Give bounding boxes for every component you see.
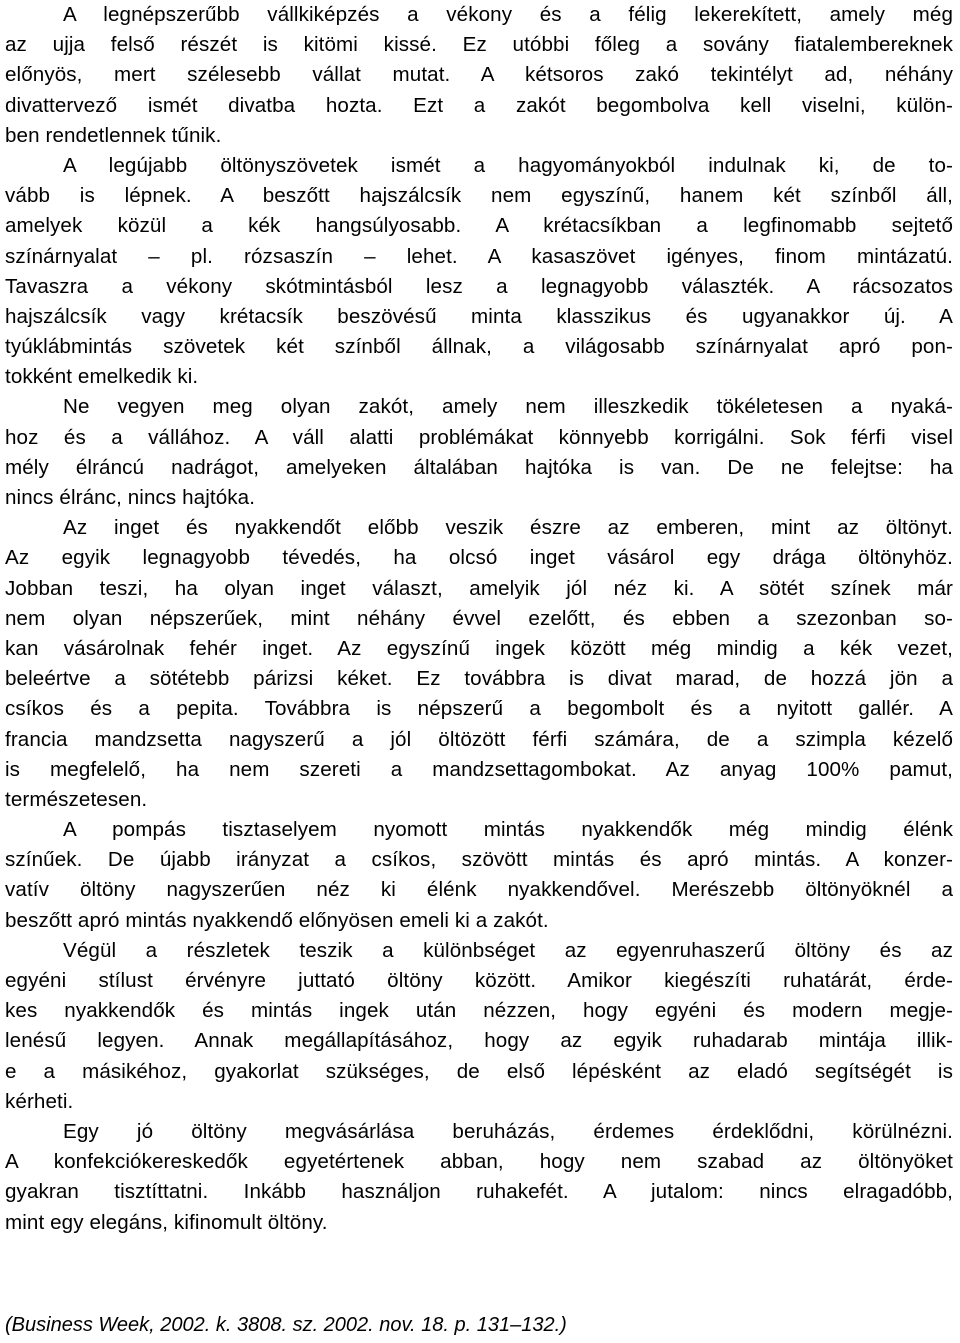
text-line: A legújabb öltönyszövetek ismét a hagyományokból indulnak ki, de to-: [63, 153, 953, 177]
text-line: kes nyakkendők és mintás ingek után nézzen, hogy egyéni és modern megje-: [5, 999, 953, 1023]
text-line: tokként emelkedik ki.: [5, 365, 199, 389]
text-line: e a másikéhoz, gyakorlat szükséges, de első lépésként az eladó segítségét is: [5, 1059, 953, 1083]
text-line: ben rendetlennek tűnik.: [5, 123, 222, 147]
text-line: kan vásárolnak fehér inget. Az egyszínű ingek között még mindig a kék vezet,: [5, 636, 953, 660]
text-line: csíkos és a pepita. Továbbra is népszerű a begombolt és a nyitott gallér. A: [5, 697, 953, 721]
text-line: lenésű legyen. Annak megállapításához, hogy az egyik ruhadarab mintája illik-: [5, 1029, 953, 1053]
text-line: Tavaszra a vékony skótmintásból lesz a legnagyobb választék. A rácsozatos: [5, 274, 953, 298]
paragraph-shirts: [5, 513, 953, 815]
paragraph-shoulders: [5, 0, 953, 151]
text-line: A legnépszerűbb vállkiképzés a vékony és a félig lekerekített, amely még: [63, 3, 953, 26]
text-line: nem olyan népszerűek, mint néhány évvel ezelőtt, és ebben a szezonban so-: [5, 606, 953, 630]
text-line: francia mandzsetta nagyszerű a jól öltözött férfi számára, de a szimpla kézelő: [5, 727, 953, 751]
text-line: Ne vegyen meg olyan zakót, amely nem illeszkedik tökéletesen a nyaká-: [63, 395, 953, 419]
text-line: Egy jó öltöny megvásárlása beruházás, érdemes érdeklődni, körülnézni.: [63, 1119, 953, 1143]
text-line: Az inget és nyakkendőt előbb veszik észre az emberen, mint az öltönyt.: [63, 516, 953, 540]
text-line: is megfelelő, ha nem szereti a mandzsettagombokat. Az anyag 100% pamut,: [5, 757, 953, 781]
paragraph-fabrics: [5, 151, 953, 393]
text-line: előnyös, mert szélesebb vállat mutat. A kétsoros zakó tekintélyt ad, néhány: [5, 63, 953, 87]
text-line: beleértve a sötétebb párizsi kéket. Ez továbbra is divat marad, de hozzá jön a: [5, 667, 953, 691]
text-line: egyéni stílust érvényre juttató öltöny között. Amikor kiegészíti ruhatárát, érde-: [5, 969, 953, 992]
text-line: gyakran tisztíttatni. Inkább használjon ruhakefét. A jutalom: nincs elragadóbb,: [5, 1180, 953, 1204]
text-line: beszőtt apró mintás nyakkendő előnyösen emeli ki a zakót.: [5, 908, 549, 932]
paragraph-fit: [5, 392, 953, 513]
text-line: amelyek közül a kék hangsúlyosabb. A krétacsíkban a legfinomabb sejtető: [5, 214, 953, 238]
text-line: A pompás tisztaselyem nyomott mintás nyakkendők még mindig élénk: [63, 818, 953, 842]
text-line: színűek. De újabb irányzat a csíkos, szövött mintás és apró mintás. A konzer-: [5, 848, 953, 872]
text-line: mély élráncú nadrágot, amelyeken általában hajtóka is van. De ne felejtse: ha: [5, 455, 953, 479]
text-line: hajszálcsík vagy krétacsík beszövésű minta klasszikus és ugyanakkor új. A: [5, 304, 953, 328]
text-line: természetesen.: [5, 787, 148, 811]
text-line: kérheti.: [5, 1089, 74, 1113]
text-line: Végül a részletek teszik a különbséget az egyenruhaszerű öltöny és az: [63, 938, 953, 962]
text-line: tyúklábmintás szövetek két színből állnak, a világosabb színárnyalat apró pon-: [5, 335, 953, 359]
text-line: az ujja felső részét is kitömi kissé. Ez utóbbi főleg a sovány fiatalembereknek: [5, 33, 953, 57]
text-line: vább is lépnek. A beszőtt hajszálcsík nem egyszínű, hanem két színből áll,: [5, 184, 953, 208]
source-citation: (Business Week, 2002. k. 3808. sz. 2002. nov. 18. p. 131–132.): [5, 1314, 567, 1336]
text-line: vatív öltöny nagyszerűen néz ki élénk nyakkendővel. Merészebb öltönyöknél a: [5, 878, 953, 902]
text-line: Az egyik legnagyobb tévedés, ha olcsó inget vásárol egy drága öltönyhöz.: [5, 546, 953, 570]
paragraph-ties: [5, 815, 953, 936]
text-line: színárnyalat – pl. rózsaszín – lehet. A kasaszövet igényes, finom mintázatú.: [5, 244, 953, 268]
text-line: mint egy elegáns, kifinomult öltöny.: [5, 1210, 328, 1234]
text-line: A konfekciókereskedők egyetértenek abban, hogy nem szabad az öltönyöket: [5, 1150, 953, 1174]
paragraph-details: [5, 936, 953, 1117]
article-body: [5, 0, 953, 1238]
text-line: hoz és a vállához. A váll alatti problémákat könnyebb korrigálni. Sok férfi visel: [5, 425, 953, 449]
text-line: nincs élránc, nincs hajtóka.: [5, 486, 256, 509]
text-line: Jobban teszi, ha olyan inget választ, amelyik jól néz ki. A sötét színek már: [5, 576, 953, 600]
paragraph-investment: [5, 1117, 953, 1238]
text-line: divattervező ismét divatba hozta. Ezt a zakót begombolva kell viselni, külön-: [5, 93, 953, 117]
